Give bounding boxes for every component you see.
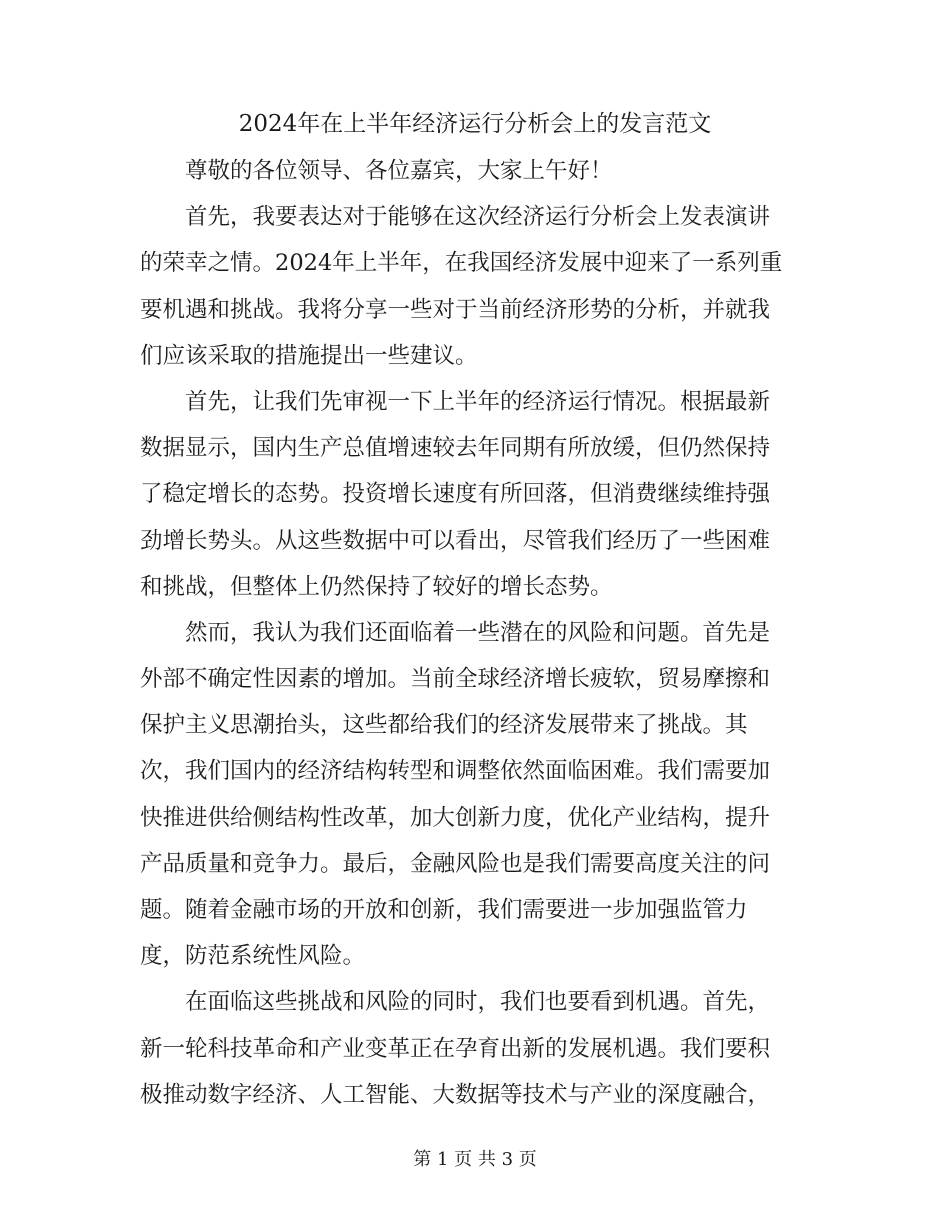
text-line: 数据显示，国内生产总值增速较去年同期有所放缓，但仍然保持 (140, 435, 771, 462)
paragraph-greeting (140, 148, 810, 194)
document-body (140, 148, 810, 1118)
text-line: 保护主义思潮抬头，这些都给我们的经济发展带来了挑战。其 (140, 712, 748, 739)
paragraph-risks (140, 610, 810, 980)
text-line: 了稳定增长的态势。投资增长速度有所回落，但消费继续维持强 (140, 481, 771, 508)
text-line: 题。随着金融市场的开放和创新，我们需要进一步加强监管力 (140, 897, 748, 923)
text-line: 们应该采取的措施提出一些建议。 (140, 342, 478, 369)
text-line: 外部不确定性因素的增加。当前全球经济增长疲软，贸易摩擦和 (140, 666, 771, 693)
text-line: 度，防范系统性风险。 (140, 943, 366, 970)
paragraph-opportunities (140, 979, 810, 1118)
text-line: 新一轮科技革命和产业变革正在孕育出新的发展机遇。我们要积 (140, 1035, 771, 1062)
text-line: 尊敬的各位领导、各位嘉宾，大家上午好！ (185, 158, 613, 184)
text-line: 首先，让我们先审视一下上半年的经济运行情况。根据最新 (185, 388, 771, 415)
text-line: 在面临这些挑战和风险的同时，我们也要看到机遇。首先， (185, 989, 771, 1016)
page-number-footer: 第 1 页 共 3 页 (413, 1149, 537, 1170)
text-line: 快推进供给侧结构性改革，加大创新力度，优化产业结构，提升 (140, 804, 771, 831)
paragraph-intro (140, 194, 810, 379)
text-line: 次，我们国内的经济结构转型和调整依然面临困难。我们需要加 (140, 758, 771, 785)
text-line: 要机遇和挑战。我将分享一些对于当前经济形势的分析，并就我 (140, 296, 771, 323)
text-line: 劲增长势头。从这些数据中可以看出，尽管我们经历了一些困难 (140, 527, 771, 554)
text-line: 极推动数字经济、人工智能、大数据等技术与产业的深度融合， (140, 1081, 771, 1108)
document-title: 2024年在上半年经济运行分析会上的发言范文 (238, 111, 712, 137)
text-line: 的荣幸之情。2024年上半年，在我国经济发展中迎来了一系列重 (140, 250, 783, 277)
text-line: 产品质量和竞争力。最后，金融风险也是我们需要高度关注的问 (140, 850, 771, 877)
text-line: 首先，我要表达对于能够在这次经济运行分析会上发表演讲 (185, 204, 771, 231)
paragraph-review (140, 379, 810, 610)
text-line: 然而，我认为我们还面临着一些潜在的风险和问题。首先是 (185, 619, 771, 646)
text-line: 和挑战，但整体上仍然保持了较好的增长态势。 (140, 573, 613, 600)
